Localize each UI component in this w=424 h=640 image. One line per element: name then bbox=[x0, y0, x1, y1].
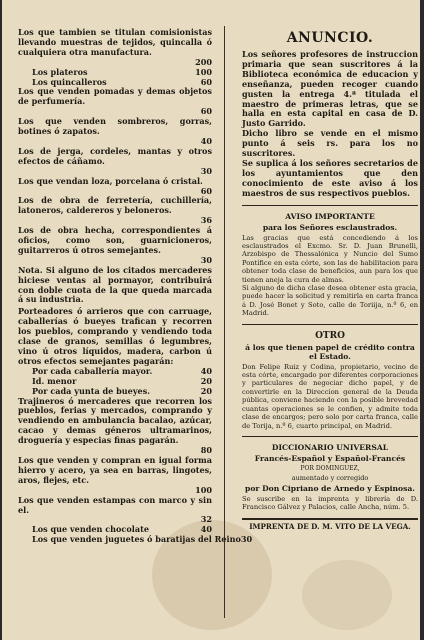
diccionario-por: POR DOMINGUEZ, bbox=[300, 464, 360, 472]
plateros-row: Los plateros 100 bbox=[32, 66, 212, 77]
ferreteria-text: Los de obra de ferretería, cuchillería, latoneros, caldereros y beloneros. bbox=[18, 195, 212, 216]
ferreteria-row: 36 bbox=[200, 215, 212, 226]
pomadas-text: Los que venden pomadas y demas objetos de perfumería. bbox=[18, 86, 212, 107]
hierro-text: Los que venden y compran en igual forma hierro y acero, ya sea en barras, lingotes, aros, flejes, etc. bbox=[18, 454, 212, 485]
imprenta-footer: IMPRENTA DE D. M. VITO DE LA VEGA. bbox=[249, 521, 411, 531]
section-rule bbox=[242, 324, 418, 325]
left-column bbox=[18, 27, 253, 545]
anuncio-text-2: Dicho libro se vende en el mismo punto á seis rs. para los no suscritores. bbox=[242, 128, 418, 159]
juguetes-row: Los que venden juguetes ó baratijas del Reino 30 bbox=[32, 534, 253, 545]
comisionistas-row: 200 bbox=[195, 56, 212, 67]
quincalleros-row: Los quincalleros 60 bbox=[32, 76, 212, 87]
caballeria-mayor-row: Por cada caballería mayor. 40 bbox=[32, 365, 212, 376]
sombreros-row: 40 bbox=[200, 135, 212, 146]
right-column bbox=[242, 28, 418, 533]
jerga-text: Los de jerga, cordeles, mantas y otros efectos de cáñamo. bbox=[18, 145, 212, 166]
trajineros-text: Trajineros ó mercaderes que recorren los pueblos, ferias y mercados, comprando y vendiendo en ambulancia bacalao, azúcar, cacao y demas géneros ultramarinos, droguería y especias finas pagarán. bbox=[18, 395, 212, 446]
newspaper-page bbox=[2, 0, 420, 640]
diccionario-subtitle: Francés-Español y Español-Francés bbox=[254, 453, 406, 463]
obra-hecha-row: 30 bbox=[200, 254, 212, 265]
paper-stain bbox=[302, 560, 392, 630]
column-divider bbox=[224, 26, 225, 618]
loza-text: Los que vendan loza, porcelana ó cristal. bbox=[18, 175, 203, 186]
hierro-row: 100 bbox=[195, 484, 212, 495]
porteadores-text: Porteadores ó arrieros que con carruage, caballerías ó bueyes trafican y recorren los pueblos, comprando y vendiendo toda clase de granos, semillas ó legumbres, vino ú otros líquidos, madera, carbon ú otros efectos semejantes pagarán: bbox=[18, 306, 212, 366]
chocolate-row: Los que venden chocolate 40 bbox=[32, 524, 212, 535]
pomadas-row: 60 bbox=[200, 106, 212, 117]
aviso-text: Las gracias que está concediendo á los esclaustrados el Excmo. Sr. D. Juan Brunelli, Arzobispo de Thessalónica y Nuncio del Sumo Pontífice en esta córte, son las de habilitacion para obtener toda clase de beneficios, aun para los que tienen aneja la cura de almas. bbox=[242, 233, 418, 284]
otro-subtitle: á los que tienen papel de crédito contra el Estado. bbox=[245, 342, 415, 361]
caballeria-menor-row: Id. menor 20 bbox=[32, 375, 212, 386]
obra-hecha-text: Los de obra hecha, correspondientes á oficios, como son, guarnicioneros, guitarreros ú otros semejantes. bbox=[18, 225, 212, 255]
diccionario-autor: por Don Cipriano de Arnedo y Espinosa. bbox=[245, 483, 415, 493]
section-rule bbox=[242, 205, 418, 206]
diccionario-text: Se suscribe en la imprenta y librería de D. Francisco Gálvez y Palacios, calle Ancha, núm. 5. bbox=[242, 494, 418, 512]
aviso-text-2: Si alguno de dicha clase desea obtener esta gracia, puede hacer la solicitud y remitirla en carta franca á D. José Bonet y Soto, calle de Toriija, n.º 6, en Madrid. bbox=[242, 284, 418, 318]
anuncio-text: Los señores profesores de instruccion primaria que sean suscritores á la Biblioteca económica de educacion y enseñanza, pueden recoger cuando gusten la entrega 4.ª titulada el maestro de primeras letras, que se halla en esta capital en casa de D. Justo Garrido. bbox=[242, 49, 418, 129]
estampas-row: 32 bbox=[200, 514, 212, 525]
estampas-text: Los que venden estampas con marco y sin el. bbox=[18, 494, 212, 515]
anuncio-title: ANUNCIO. bbox=[286, 30, 374, 46]
comisionistas-text: Los que tambien se titulan comisionistas llevando muestras de tejidos, quincalla ó cualquiera otra manufactura. bbox=[18, 27, 212, 57]
jerga-row: 30 bbox=[200, 165, 212, 176]
section-rule bbox=[242, 436, 418, 437]
anuncio-text-3: Se suplica á los señores secretarios de los ayuntamientos que den conocimiento de este aviso á los maestros de sus respectivos pueblos. bbox=[242, 157, 418, 198]
otro-title: OTRO bbox=[315, 330, 345, 341]
yunta-bueyes-row: Por cada yunta de bueyes. 20 bbox=[32, 385, 212, 396]
diccionario-title: DICCIONARIO UNIVERSAL bbox=[271, 442, 389, 452]
section-rule bbox=[242, 518, 418, 520]
diccionario-aumentado: aumentado y corregido bbox=[291, 473, 369, 482]
nota-text: Nota. Si alguno de los citados mercaderes hiciese ventas al pormayor, contribuirá con doble cuota de la que queda marcada á su industria. bbox=[18, 264, 212, 305]
aviso-title: AVISO IMPORTANTE bbox=[285, 211, 375, 221]
trajineros-row: 80 bbox=[200, 445, 212, 456]
sombreros-text: Los que venden sombreros, gorras, botines ó zapatos. bbox=[18, 116, 212, 137]
otro-text: Don Felipe Ruiz y Codina, propietario, vecino de esta córte, encargado por diferentes corporaciones y particulares de negociar dicho papel, y de convertirle en la Direccion general de la Deuda pública, conviene haciendo con la posible brevedad cuantas operaciones se le confien, y admite toda clase de encargos; pero solo por carta franca, calle de Torija, n.º 6, cuarto principal, en Madrid. bbox=[242, 362, 418, 430]
aviso-subtitle: para los Señores esclaustrados. bbox=[262, 222, 398, 232]
loza-row: 60 bbox=[200, 185, 212, 196]
